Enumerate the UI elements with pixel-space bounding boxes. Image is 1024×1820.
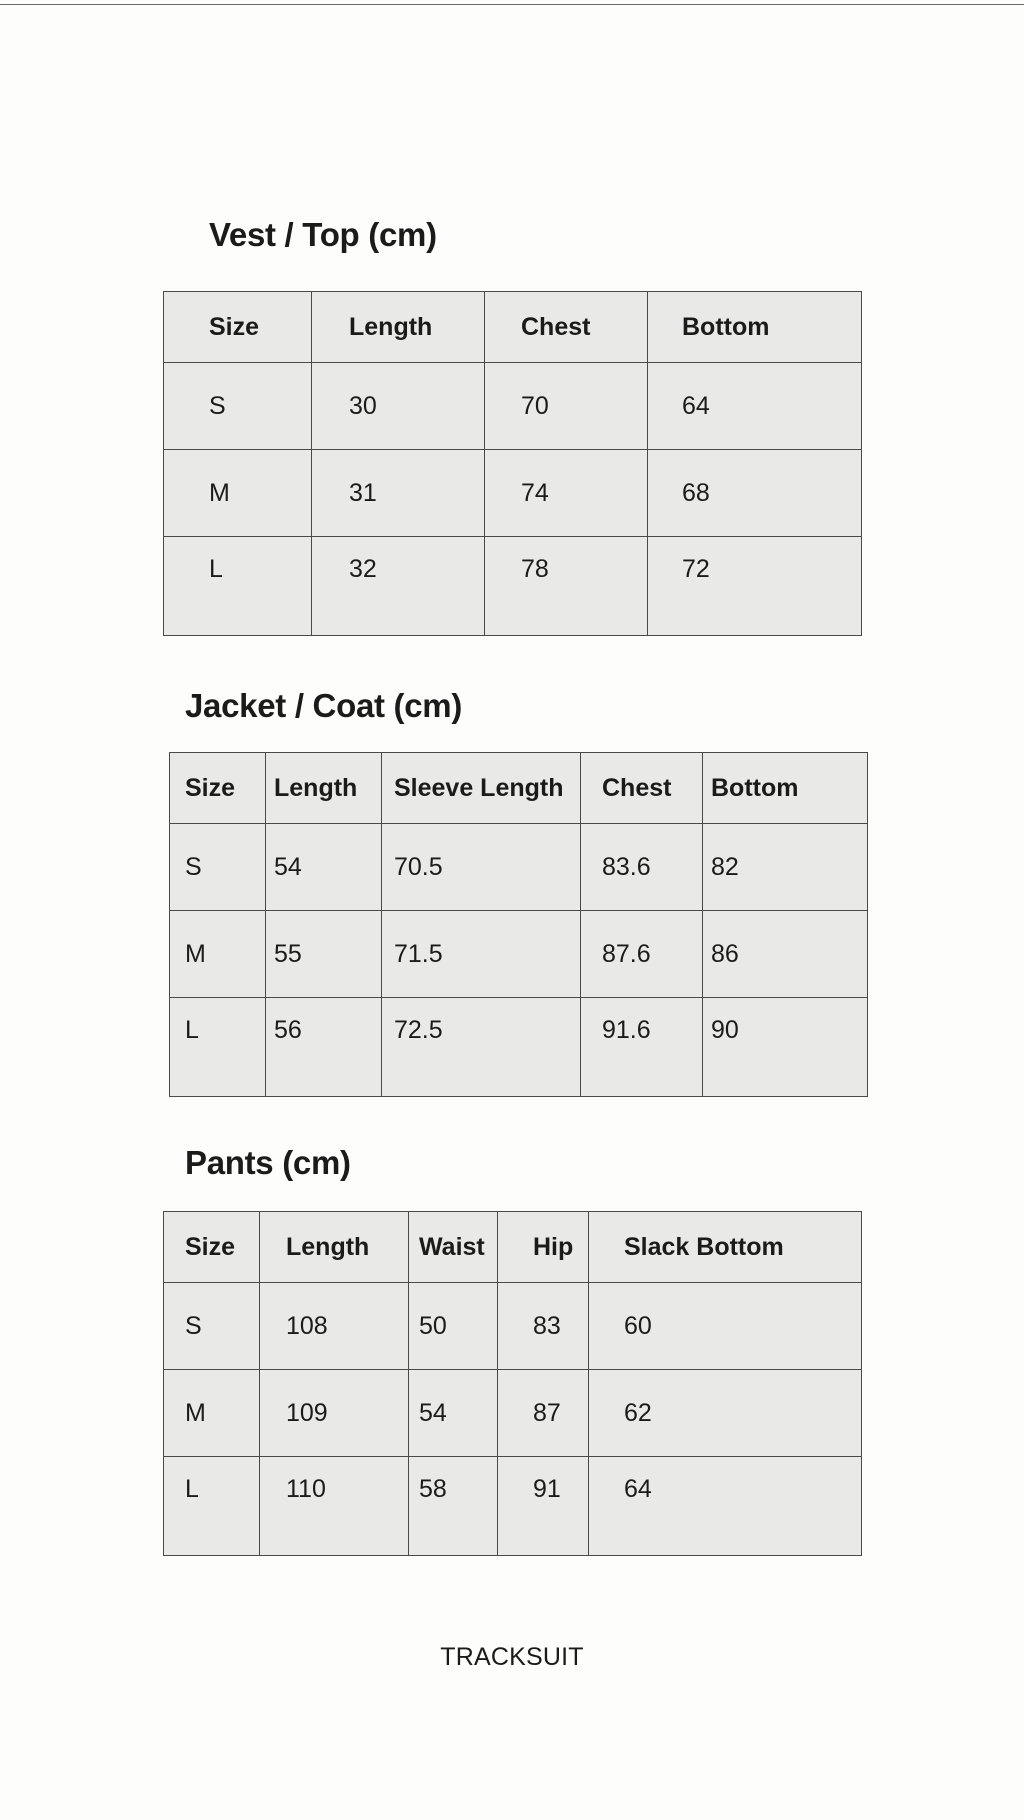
table-cell: 62 <box>589 1370 862 1457</box>
table-row <box>170 824 868 911</box>
column-header-bottom: Bottom <box>648 292 862 363</box>
table-row <box>164 450 862 537</box>
column-header-length: Length <box>260 1212 409 1283</box>
table-cell: 64 <box>589 1457 862 1556</box>
column-header-slack-bottom: Slack Bottom <box>589 1212 862 1283</box>
jacket-table-title: Jacket / Coat (cm) <box>185 687 463 724</box>
column-header-size: Size <box>164 1212 260 1283</box>
table-cell: 78 <box>485 537 648 636</box>
table-cell: 109 <box>260 1370 409 1457</box>
table-cell: M <box>170 911 266 998</box>
table-cell: M <box>164 1370 260 1457</box>
column-header-waist: Waist <box>409 1212 498 1283</box>
table-cell: 68 <box>648 450 862 537</box>
table-cell: 108 <box>260 1283 409 1370</box>
table-cell: 55 <box>266 911 382 998</box>
table-cell: 56 <box>266 998 382 1097</box>
table-cell: S <box>164 1283 260 1370</box>
column-header-size: Size <box>164 292 312 363</box>
pants-size-table <box>163 1211 862 1556</box>
column-header-hip: Hip <box>498 1212 589 1283</box>
table-row <box>164 1370 862 1457</box>
table-cell: 54 <box>266 824 382 911</box>
table-row <box>164 537 862 636</box>
table-cell: 70.5 <box>382 824 581 911</box>
table-cell: 30 <box>312 363 485 450</box>
table-cell: 70 <box>485 363 648 450</box>
table-cell: 32 <box>312 537 485 636</box>
jacket-size-table <box>169 752 868 1097</box>
table-cell: L <box>170 998 266 1097</box>
table-row <box>164 363 862 450</box>
table-cell: 71.5 <box>382 911 581 998</box>
column-header-size: Size <box>170 753 266 824</box>
pants-table-title: Pants (cm) <box>185 1144 351 1181</box>
table-cell: 64 <box>648 363 862 450</box>
table-cell: 74 <box>485 450 648 537</box>
column-header-chest: Chest <box>485 292 648 363</box>
table-cell: 60 <box>589 1283 862 1370</box>
table-cell: 90 <box>703 998 868 1097</box>
table-cell: L <box>164 537 312 636</box>
footer-label: TRACKSUIT <box>440 1643 584 1671</box>
table-cell: 91 <box>498 1457 589 1556</box>
column-header-chest: Chest <box>581 753 703 824</box>
table-cell: M <box>164 450 312 537</box>
table-row <box>164 1457 862 1556</box>
table-cell: 83 <box>498 1283 589 1370</box>
table-cell: 82 <box>703 824 868 911</box>
table-cell: 86 <box>703 911 868 998</box>
vest-table-title: Vest / Top (cm) <box>209 216 437 253</box>
table-header-row <box>170 753 868 824</box>
table-row <box>170 911 868 998</box>
vest-size-table <box>163 291 862 636</box>
table-header-row <box>164 1212 862 1283</box>
table-cell: 58 <box>409 1457 498 1556</box>
column-header-sleeve-length: Sleeve Length <box>382 753 581 824</box>
table-cell: 54 <box>409 1370 498 1457</box>
table-cell: 72.5 <box>382 998 581 1097</box>
table-cell: 50 <box>409 1283 498 1370</box>
column-header-length: Length <box>266 753 382 824</box>
table-row <box>170 998 868 1097</box>
table-cell: 110 <box>260 1457 409 1556</box>
table-cell: 87.6 <box>581 911 703 998</box>
table-row <box>164 1283 862 1370</box>
table-cell: 83.6 <box>581 824 703 911</box>
table-cell: 87 <box>498 1370 589 1457</box>
table-header-row <box>164 292 862 363</box>
table-cell: S <box>170 824 266 911</box>
table-cell: S <box>164 363 312 450</box>
table-cell: 31 <box>312 450 485 537</box>
column-header-length: Length <box>312 292 485 363</box>
top-divider <box>0 4 1024 5</box>
table-cell: L <box>164 1457 260 1556</box>
table-cell: 91.6 <box>581 998 703 1097</box>
table-cell: 72 <box>648 537 862 636</box>
column-header-bottom: Bottom <box>703 753 868 824</box>
